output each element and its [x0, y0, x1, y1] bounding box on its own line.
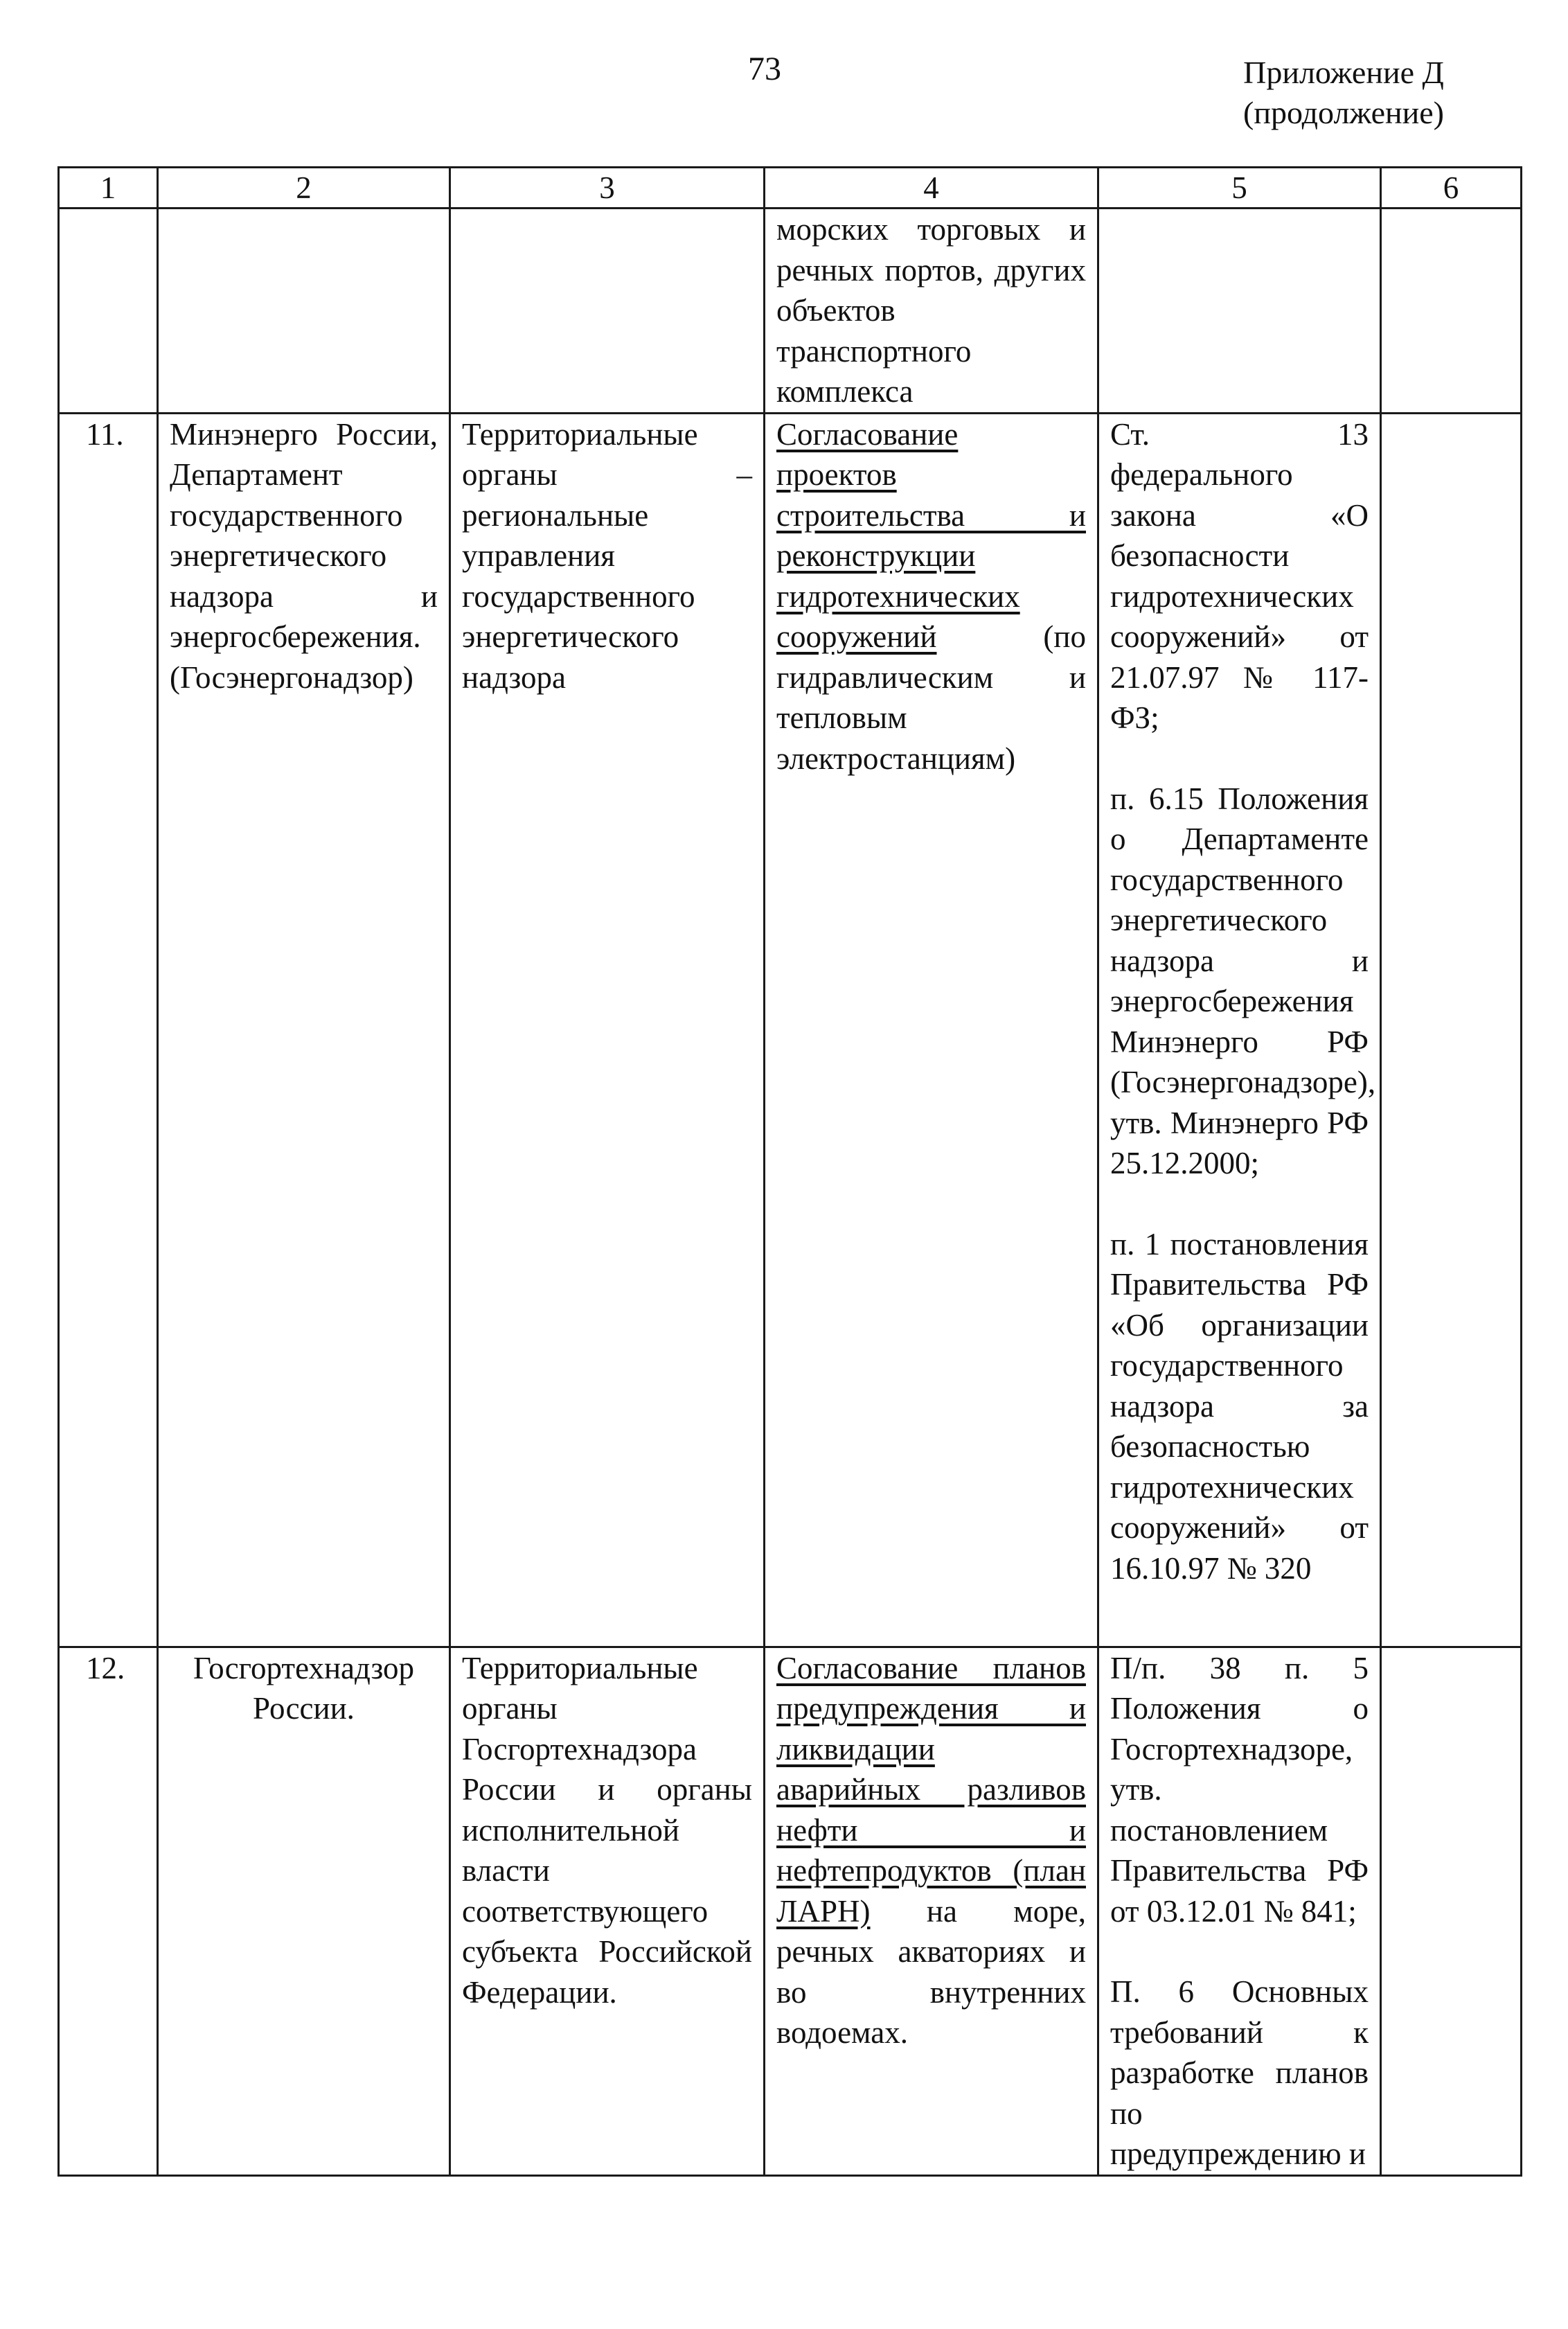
territorial-body-cell: Территориальные органы – региональные управления государственного энергетического надзора [450, 413, 765, 1647]
column-number-row [59, 168, 1522, 209]
authority-cell: Госгортехнадзор России. [158, 1647, 450, 2175]
regulation-table [57, 166, 1522, 2177]
legal-basis-1: П/п. 38 п. 5 Положения о Госгортехнадзоре, утв. постановлением Правительства РФ от 03.12.01 № 841; [1110, 1650, 1369, 1929]
table-row-11 [59, 413, 1522, 1647]
annex-title: Приложение Д [1243, 55, 1444, 90]
legal-basis-3: п. 1 постановления Правительства РФ «Об организации государственного надзора за безопасностью гидротехнических сооружений» от 16.10.97 № 320 [1110, 1226, 1369, 1586]
page-number: 73 [748, 51, 781, 87]
cell-empty [1381, 1647, 1522, 2175]
cell-empty [59, 209, 158, 414]
function-cell [765, 1647, 1098, 2175]
table-row-12 [59, 1647, 1522, 2175]
cell-empty [1381, 209, 1522, 414]
legal-basis-2: п. 6.15 Положения о Департаменте государственного энергетического надзора и энергосбережения Минэнерго РФ (Госэнергонадзоре), утв. Минэнерго РФ 25.12.2000; [1110, 781, 1376, 1180]
cell-empty [1381, 413, 1522, 1647]
cell-empty [158, 209, 450, 414]
row-number: 11. [59, 413, 158, 1647]
col-header-4: 4 [765, 168, 1098, 209]
function-rest: на море, речных акваториях и во внутренних водоемах. [776, 1893, 1086, 2050]
col-header-6: 6 [1381, 168, 1522, 209]
cell-empty [1098, 209, 1381, 414]
legal-basis-1: Ст. 13 федерального закона «О безопасности гидротехнических сооружений» от 21.07.97 № 117-ФЗ; [1110, 416, 1369, 735]
col-header-3: 3 [450, 168, 765, 209]
cell-empty [450, 209, 765, 414]
cell-function-continued: морских торговых и речных портов, других объектов транспортного комплекса [765, 209, 1098, 414]
row-number: 12. [59, 1647, 158, 2175]
legal-basis-cell [1098, 413, 1381, 1647]
function-underlined: Согласование планов предупреждения и ликвидации аварийных разливов нефти и нефтепродуктов (план ЛАРН) [776, 1650, 1086, 1929]
annex-heading [1205, 53, 1482, 133]
authority-cell: Минэнерго России, Департамент государственного энергетического надзора и энергосбережения. (Госэнергонадзор) [158, 413, 450, 1647]
function-underlined: Согласование проектов строительства и реконструкции гидротехнических сооружений [776, 416, 1086, 654]
legal-basis-cell [1098, 1647, 1381, 2175]
function-rest: (по гидравлическим и тепловым электростанциям) [776, 619, 1086, 776]
table-row-continuation [59, 209, 1522, 414]
col-header-1: 1 [59, 168, 158, 209]
col-header-5: 5 [1098, 168, 1381, 209]
legal-basis-2: П. 6 Основных требований к разработке планов по предупреждению и [1110, 1974, 1369, 2171]
function-cell [765, 413, 1098, 1647]
annex-continuation: (продолжение) [1243, 95, 1444, 130]
col-header-2: 2 [158, 168, 450, 209]
territorial-body-cell: Территориальные органы Госгортехнадзора России и органы исполнительной власти соответствующего субъекта Российской Федерации. [450, 1647, 765, 2175]
